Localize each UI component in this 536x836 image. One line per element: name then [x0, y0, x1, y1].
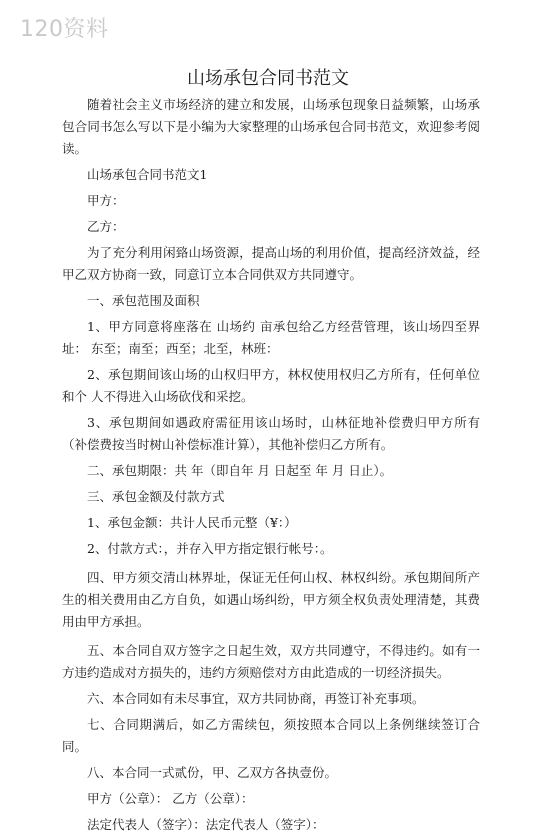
watermark-logo: 120资料 [20, 17, 109, 42]
paragraph-section-3-heading: 三、承包金额及付款方式 [87, 489, 225, 504]
paragraph-clause-1-3: 3、承包期间如遇政府需征用该山场时，山林征地补偿费归甲方所有（补偿费按当时树山补偿标准计算），其他补偿归乙方所有。 [62, 415, 480, 452]
paragraph-section-2: 二、承包期限：共 年（即自年 月 日起至 年 月 日止）。 [87, 463, 393, 478]
paragraph-clause-1-1: 1、甲方同意将座落在 山场约 亩承包给乙方经营管理，该山场四至界址： 东至；南至；西至；北至，林班： [62, 319, 480, 356]
paragraph-subtitle: 山场承包合同书范文1 [87, 167, 208, 182]
paragraph-section-6: 六、本合同如有未尽事宜，双方共同协商，再签订补充事项。 [87, 691, 425, 706]
paragraph-section-8: 八、本合同一式贰份，甲、乙双方各执壹份。 [87, 765, 338, 780]
paragraph-section-1-heading: 一、承包范围及面积 [87, 293, 200, 308]
paragraph-party-a: 甲方： [87, 193, 125, 208]
paragraph-section-5: 五、本合同自双方签字之日起生效，双方共同遵守，不得违约。如有一方违约造成对方损失的，违约方须赔偿对方由此造成的一切经济损失。 [62, 643, 480, 680]
paragraph-representatives: 法定代表人（签字）：法定代表人（签字）： [87, 817, 325, 832]
paragraph-clause-1-2: 2、承包期间该山场的山权归甲方，林权使用权归乙方所有，任何单位和个 人不得进入山场砍伐和采挖。 [62, 367, 480, 404]
paragraph-section-7: 七、合同期满后，如乙方需续包，须按照本合同以上条例继续签订合同。 [62, 717, 480, 754]
document-title: 山场承包合同书范文 [187, 68, 349, 89]
paragraph-section-4: 四、甲方须交清山林界址，保证无任何山权、林权纠纷。承包期间所产生的相关费用由乙方自负，如遇山场纠纷，甲方须全权负责处理清楚，其费用由甲方承担。 [62, 570, 480, 629]
paragraph-party-b: 乙方： [87, 219, 125, 234]
paragraph-seals: 甲方（公章）： 乙方（公章）： [87, 791, 254, 806]
paragraph-clause-3-2: 2、付款方式：，并存入甲方指定银行帐号：。 [87, 541, 333, 556]
document-body [62, 94, 480, 836]
paragraph-purpose: 为了充分利用闲臵山场资源，提高山场的利用价值，提高经济效益，经甲乙双方协商一致，同意订立本合同供双方共同遵守。 [62, 245, 480, 282]
paragraph-intro: 随着社会主义市场经济的建立和发展，山场承包现象日益频繁，山场承包合同书怎么写以下是小编为大家整理的山场承包合同书范文，欢迎参考阅读。 [62, 97, 480, 156]
paragraph-clause-3-1: 1、承包金额：共计人民币元整（¥：） [87, 515, 297, 530]
